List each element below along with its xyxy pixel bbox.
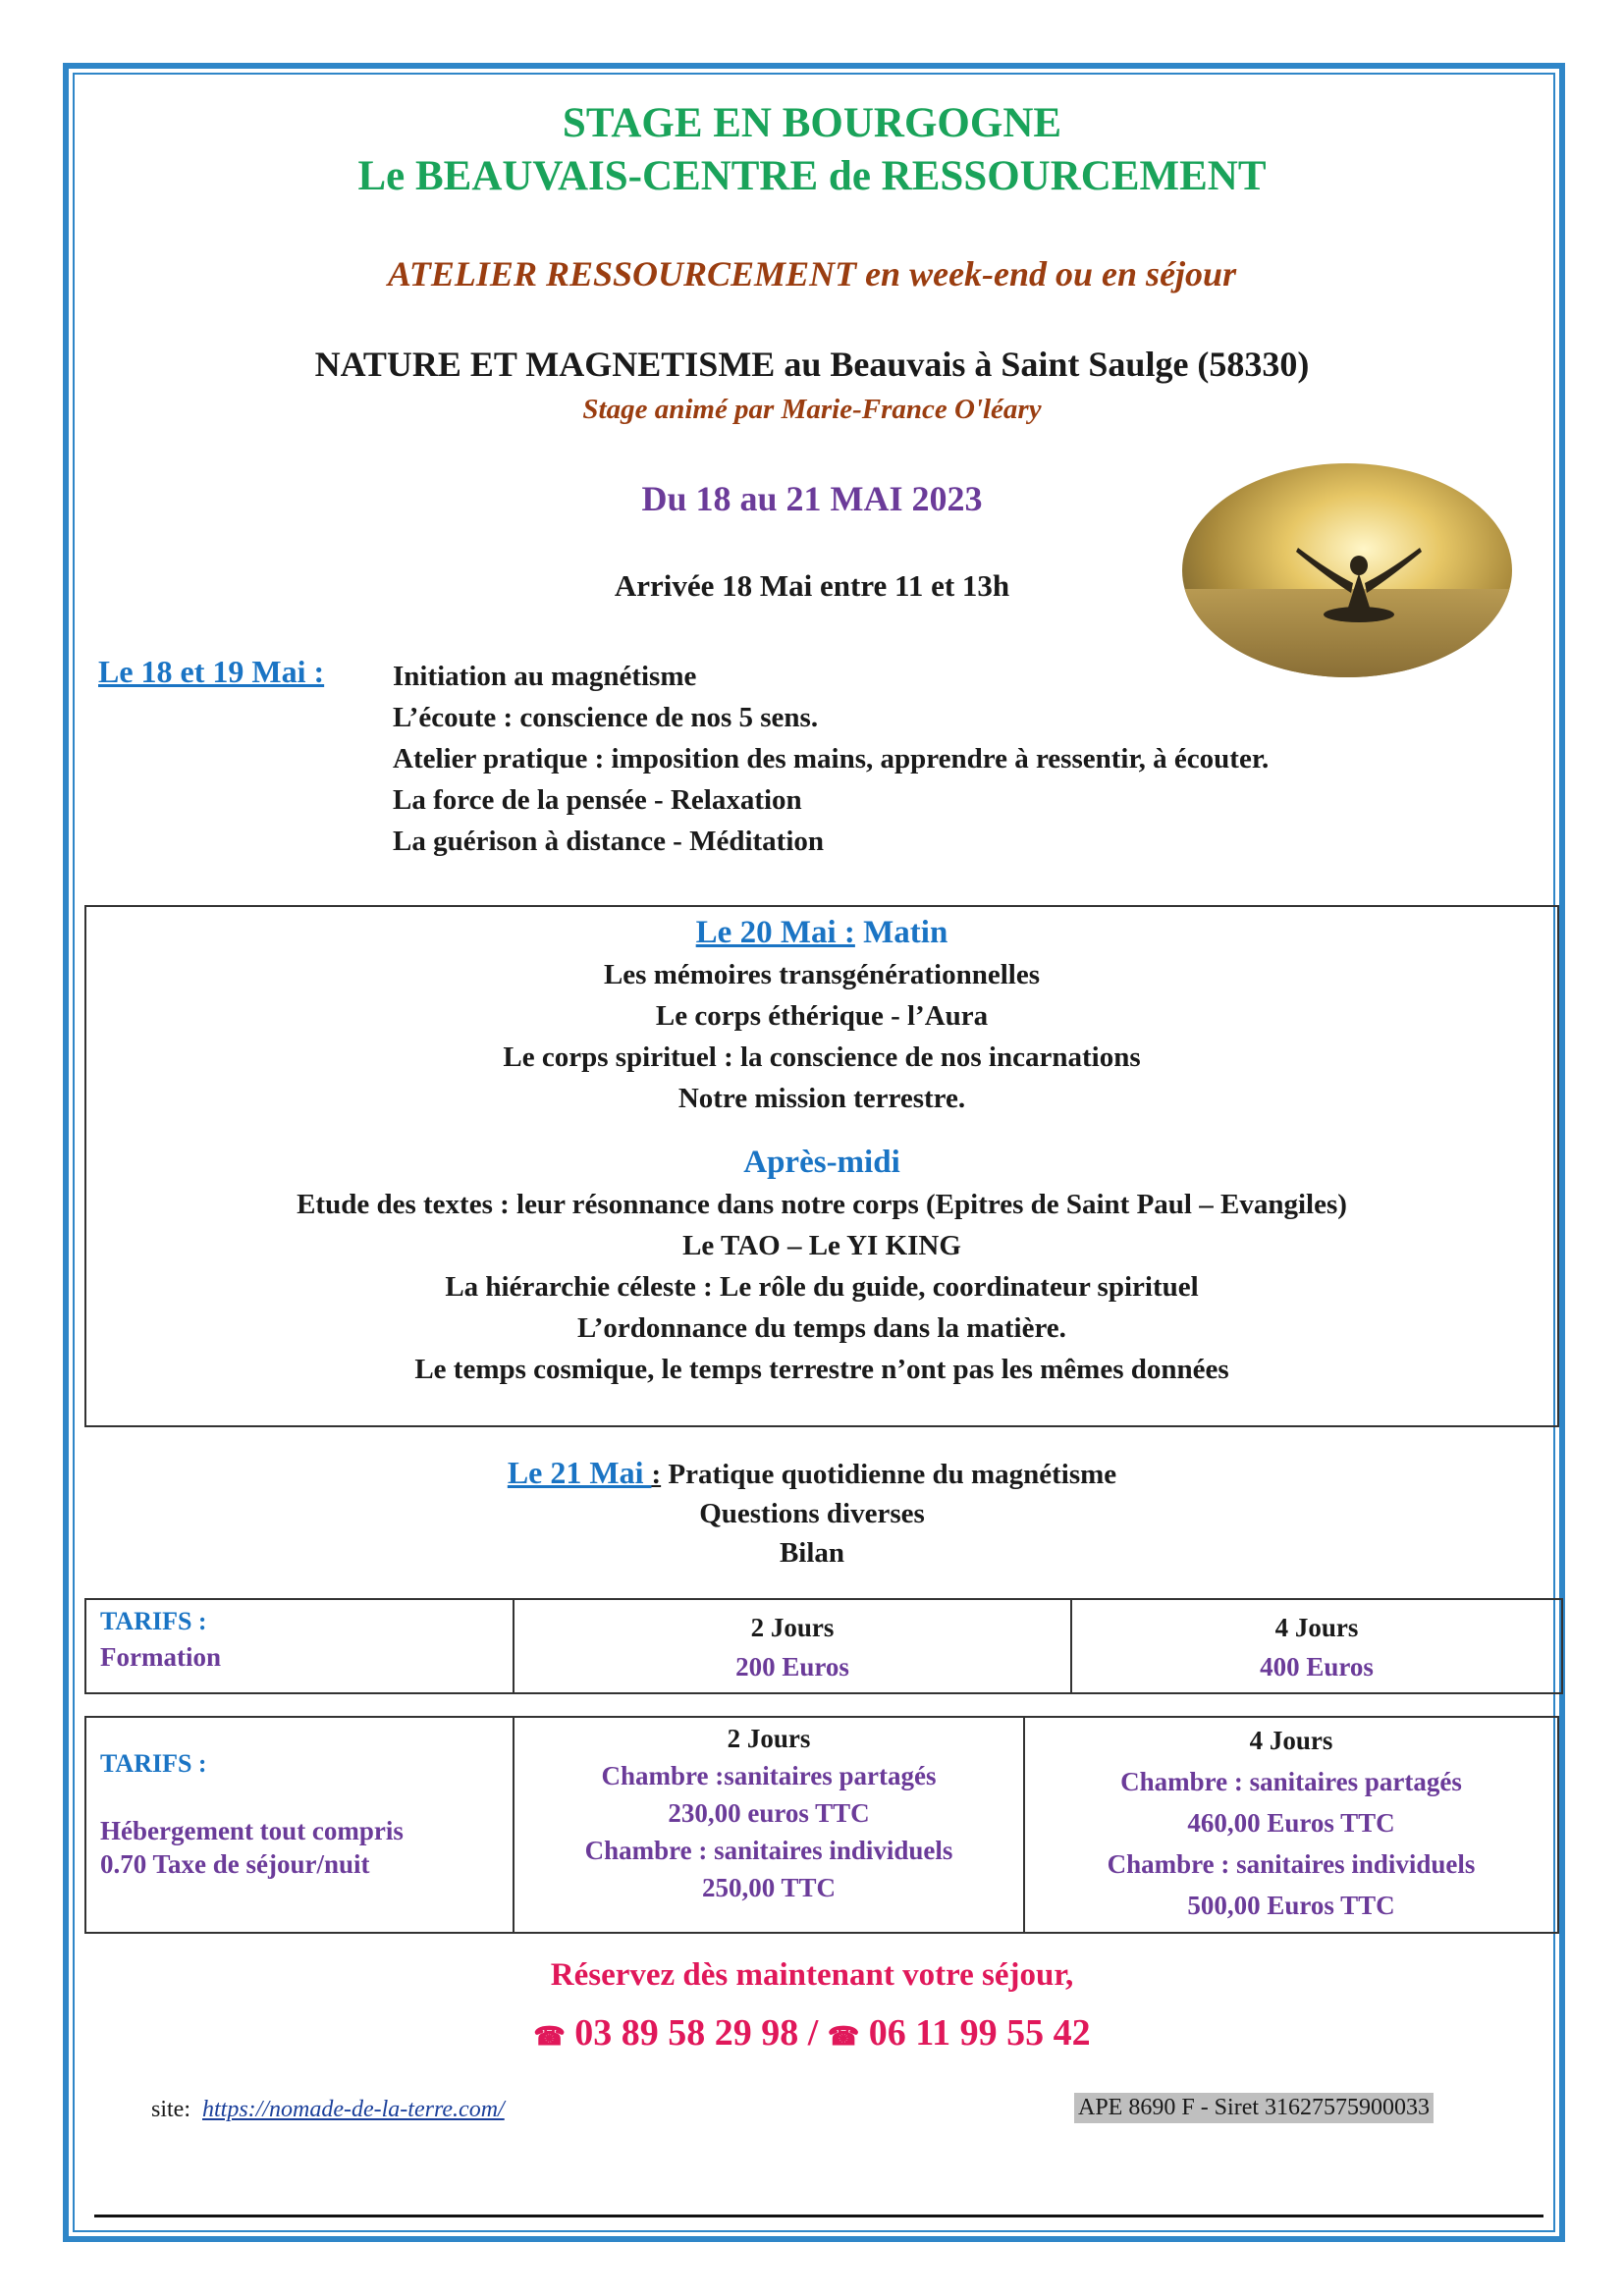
tarifs-sub: Formation: [100, 1642, 221, 1672]
price: 200 Euros: [735, 1652, 849, 1682]
price: 230,00 euros TTC: [668, 1798, 870, 1828]
site-label: site:: [151, 2097, 190, 2122]
section-21-colon: :: [651, 1459, 662, 1490]
tarifs-sub: Hébergement tout compris: [100, 1816, 404, 1845]
atelier-rest: en week-end ou en séjour: [856, 254, 1237, 294]
phone-number-2[interactable]: 06 11 99 55 42: [859, 2012, 1091, 2054]
meditating-person-icon: [1182, 463, 1512, 677]
col-title: 4 Jours: [1249, 1726, 1333, 1755]
room-type: Chambre : sanitaires partagés: [1120, 1767, 1462, 1796]
price: 250,00 TTC: [701, 1873, 837, 1902]
atelier-line: [0, 251, 1624, 296]
site-line: [151, 2097, 505, 2123]
reserve-line: Réservez dès maintenant votre séjour,: [550, 1957, 1074, 1993]
tarifs-formation-4j-cell: [1071, 1599, 1562, 1693]
tarifs-hebergement-table: [84, 1716, 1559, 1934]
list-item: L’ordonnance du temps dans la matière.: [577, 1312, 1066, 1344]
tarifs-formation-label-cell: [85, 1599, 514, 1693]
list-item: Etude des textes : leur résonnance dans notre corps (Epitres de Saint Paul – Evangiles): [297, 1189, 1347, 1220]
bottom-divider: [94, 2215, 1543, 2217]
tarifs-formation-2j-cell: [514, 1599, 1071, 1693]
section-20-box: [84, 905, 1559, 1427]
tarifs-label: TARIFS :: [100, 1607, 207, 1635]
list-item: Les mémoires transgénérationnelles: [603, 959, 1041, 990]
list-item: Bilan: [779, 1537, 845, 1569]
section-21-heading-line: [0, 1453, 1624, 1494]
col-title: 2 Jours: [727, 1724, 811, 1753]
list-item: Le temps cosmique, le temps terrestre n’ont pas les mêmes données: [414, 1354, 1229, 1385]
tarifs-hebergement-label-cell: [85, 1717, 514, 1933]
room-type: Chambre : sanitaires individuels: [584, 1836, 953, 1865]
list-item: La force de la pensée - Relaxation: [393, 784, 802, 816]
room-type: Chambre :sanitaires partagés: [601, 1761, 937, 1790]
section-18-19-heading: Le 18 et 19 Mai :: [98, 654, 325, 689]
tarifs-hebergement-2j-cell: [514, 1717, 1024, 1933]
dates-line: Du 18 au 21 MAI 2023: [641, 479, 983, 518]
list-item: Le corps spirituel : la conscience de nos incarnations: [503, 1041, 1141, 1073]
phone-number-1[interactable]: 03 89 58 29 98 /: [565, 2012, 828, 2054]
list-item: Notre mission terrestre.: [677, 1083, 966, 1114]
price: 500,00 Euros TTC: [1187, 1891, 1395, 1920]
phone-icon: ☎: [827, 2022, 860, 2051]
section-21-date: Le 21 Mai: [507, 1455, 652, 1490]
list-item: Initiation au magnétisme: [393, 661, 697, 692]
tarifs-sub: 0.70 Taxe de séjour/nuit: [100, 1849, 370, 1879]
title-centre: Le BEAUVAIS-CENTRE de RESSOURCEMENT: [357, 153, 1267, 199]
meditation-sunset-image: [1182, 463, 1512, 677]
section-21: [0, 1453, 1624, 1573]
phone-icon: ☎: [533, 2022, 566, 2051]
afternoon-heading: Après-midi: [743, 1145, 900, 1180]
section-20-date: Le 20 Mai :: [695, 915, 855, 950]
title-stage: STAGE EN BOURGOGNE: [562, 100, 1062, 146]
nature-line: NATURE ET MAGNETISME au Beauvais à Saint Saulge (58330): [314, 345, 1310, 384]
list-item: La guérison à distance - Méditation: [393, 826, 825, 857]
section-20-morning: Matin: [854, 915, 948, 950]
price: 400 Euros: [1260, 1652, 1374, 1682]
tarifs-formation-table: [84, 1598, 1563, 1694]
room-type: Chambre : sanitaires individuels: [1107, 1849, 1476, 1879]
list-item: Le TAO – Le YI KING: [682, 1230, 961, 1261]
list-item: La hiérarchie céleste : Le rôle du guide, coordinateur spirituel: [445, 1271, 1199, 1303]
list-item: Le corps éthérique - l’Aura: [655, 1000, 989, 1032]
section-20-heading: [86, 911, 1557, 954]
col-title: 2 Jours: [750, 1613, 835, 1642]
arrival-line: Arrivée 18 Mai entre 11 et 13h: [614, 568, 1010, 603]
atelier-bold: ATELIER RESSOURCEMENT: [387, 254, 857, 294]
section-21-line1: Pratique quotidienne du magnétisme: [661, 1459, 1117, 1490]
phone-line: [0, 2008, 1624, 2061]
list-item: Questions diverses: [699, 1498, 925, 1529]
tarifs-hebergement-4j-cell: [1024, 1717, 1558, 1933]
list-item: L’écoute : conscience de nos 5 sens.: [393, 702, 819, 733]
col-title: 4 Jours: [1274, 1613, 1359, 1642]
section-18-19-list: [393, 656, 1269, 862]
price: 460,00 Euros TTC: [1187, 1808, 1395, 1838]
animator-line: Stage animé par Marie-France O'léary: [582, 394, 1042, 425]
list-item: Atelier pratique : imposition des mains, apprendre à ressentir, à écouter.: [393, 743, 1270, 774]
tarifs-label: TARIFS :: [100, 1749, 207, 1778]
ape-siret-badge: APE 8690 F - Siret 31627575900033: [1074, 2093, 1434, 2123]
site-link[interactable]: https://nomade-de-la-terre.com/: [202, 2097, 505, 2122]
